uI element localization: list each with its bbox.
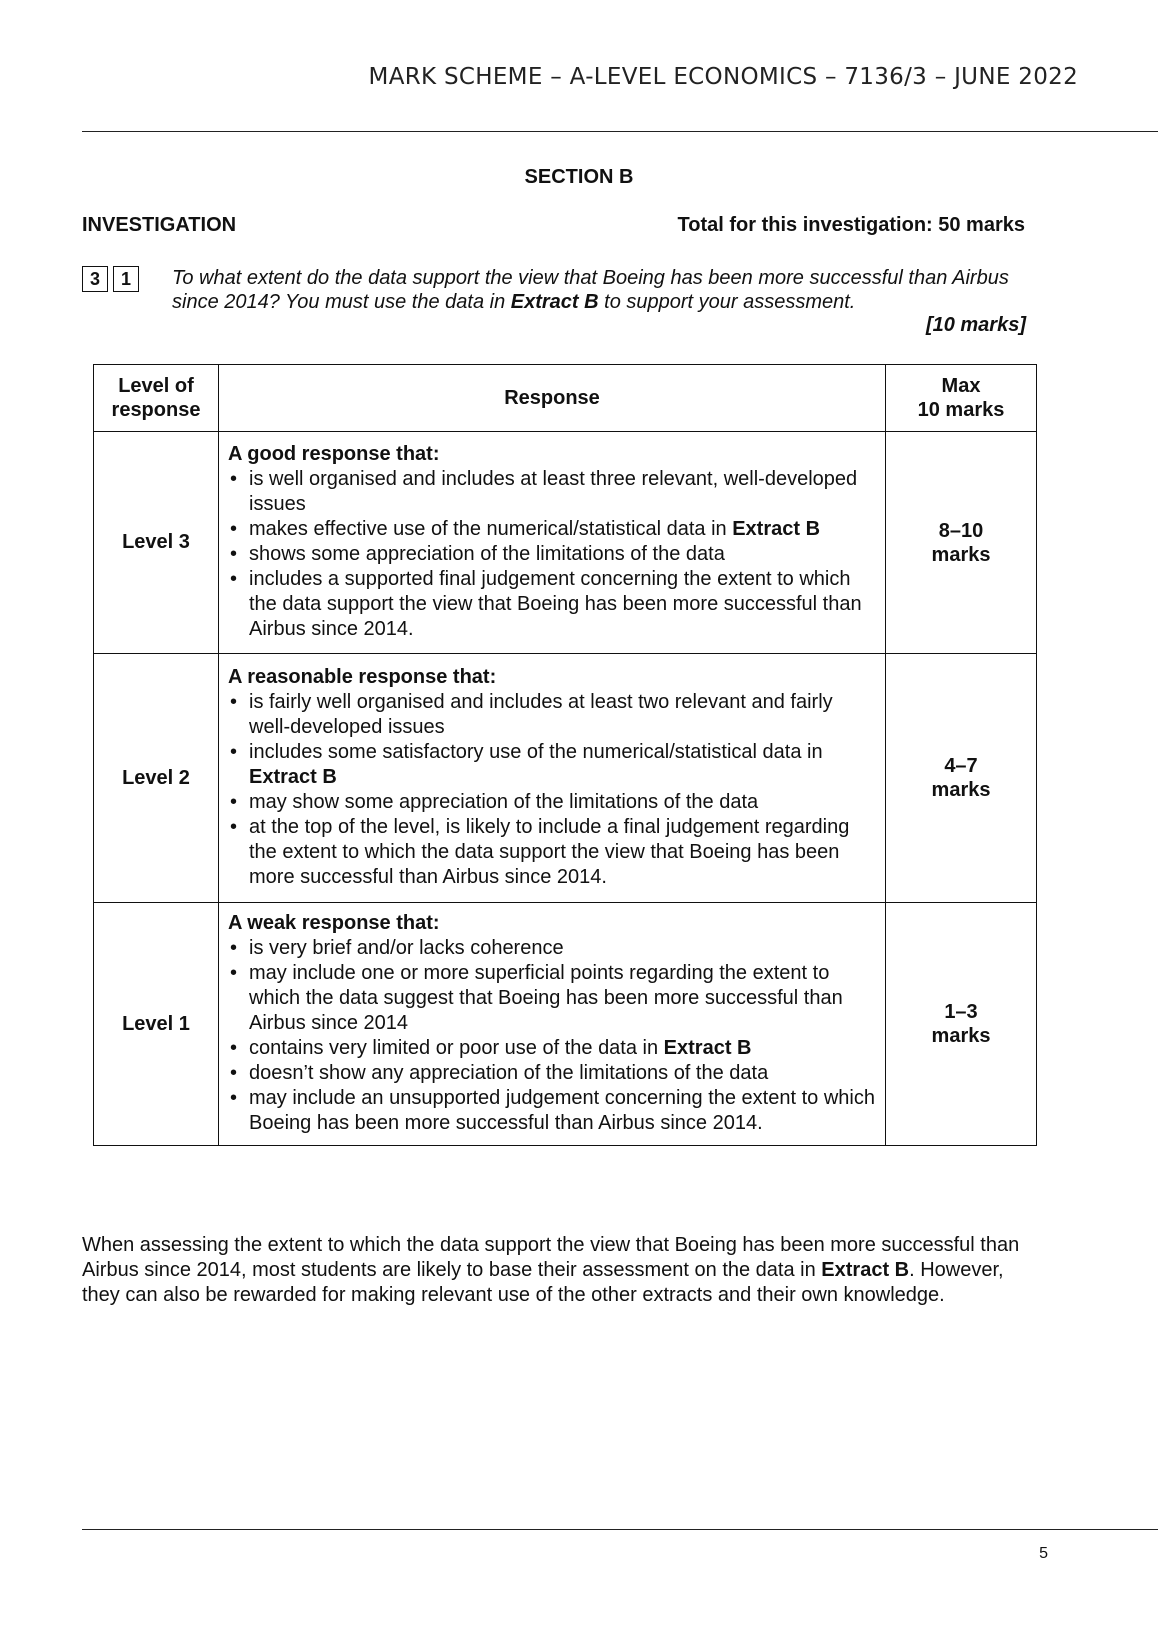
bullet-item: • is fairly well organised and includes at least two relevant and fairly well-developed issues <box>228 690 876 740</box>
bullet-item: • may include one or more superficial points regarding the extent to which the data suggest that Boeing has been more successful than Airbus since 2014 <box>228 961 876 1036</box>
response-cell <box>219 903 886 1146</box>
response-bullets <box>228 690 876 890</box>
bullet-item: • is well organised and includes at least three relevant, well-developed issues <box>228 467 876 517</box>
mark-scheme-table <box>93 364 1037 1146</box>
guidance-note-bold: Extract B <box>821 1259 910 1281</box>
bullet-item: • includes a supported final judgement concerning the extent to which the data support the view that Boeing has been more successful than Airbus since 2014. <box>228 567 876 642</box>
marks-range: 8–10 <box>938 519 984 542</box>
page-header-title: MARK SCHEME – A-LEVEL ECONOMICS – 7136/3 – JUNE 2022 <box>368 64 1078 90</box>
guidance-note-part2: . However, they can also be rewarded for making relevant use of the other extracts and their own knowledge. <box>82 1259 1004 1306</box>
level-cell: Level 2 <box>94 654 219 903</box>
marks-range: 1–3 <box>944 1001 978 1023</box>
marks-cell <box>886 654 1037 903</box>
response-cell <box>219 654 886 903</box>
bullet-text: makes effective use of the numerical/statistical data in <box>249 518 733 540</box>
header-level <box>94 365 219 432</box>
question-number <box>82 266 139 292</box>
response-bullets <box>228 467 876 642</box>
bullet-item <box>228 1036 876 1061</box>
table-row-level-1 <box>94 903 1037 1146</box>
table-row-level-3 <box>94 432 1037 654</box>
question-text <box>172 266 1032 314</box>
bullet-item: • shows some appreciation of the limitations of the data <box>228 542 876 567</box>
guidance-note <box>82 1233 1042 1308</box>
response-cell <box>219 432 886 654</box>
table-header-row <box>94 365 1037 432</box>
guidance-note-part1: When assessing the extent to which the data support the view that Boeing has been more successful than Airbus since 2014, most students are likely to base their assessment on the data in <box>82 1234 1020 1281</box>
bullet-text-bold: Extract B <box>732 518 821 540</box>
bullet-item <box>228 517 876 542</box>
footer-divider <box>82 1529 1158 1530</box>
question-text-part2: to support your assessment. <box>598 291 856 313</box>
section-title: SECTION B <box>524 166 634 188</box>
header-level-line1: Level of <box>118 375 194 397</box>
bullet-item: • may include an unsupported judgement concerning the extent to which Boeing has been more successful than Airbus since 2014. <box>228 1086 876 1136</box>
bullet-text: includes some satisfactory use of the numerical/statistical data in <box>249 741 823 763</box>
question-marks: [10 marks] <box>925 314 1026 336</box>
investigation-label: INVESTIGATION <box>82 214 237 236</box>
investigation-total: Total for this investigation: 50 marks <box>677 214 1025 236</box>
header-level-line2: response <box>111 399 201 421</box>
header-divider <box>82 131 1158 132</box>
bullet-item <box>228 740 876 790</box>
level-cell: Level 3 <box>94 432 219 654</box>
header-response: Response <box>219 365 886 432</box>
response-bullets <box>228 936 876 1136</box>
level-cell: Level 1 <box>94 903 219 1146</box>
table-row-level-2 <box>94 654 1037 903</box>
marks-cell <box>886 903 1037 1146</box>
bullet-item: • doesn’t show any appreciation of the limitations of the data <box>228 1061 876 1086</box>
marks-range: 4–7 <box>944 755 978 777</box>
header-max-line2: 10 marks <box>917 399 1005 421</box>
marks-label: marks <box>931 1025 991 1047</box>
response-heading: A weak response that: <box>228 912 440 934</box>
page-number: 5 <box>1039 1545 1048 1562</box>
bullet-text-bold: Extract B <box>663 1037 752 1059</box>
header-max <box>886 365 1037 432</box>
marks-label: marks <box>931 779 991 801</box>
question-text-bold: Extract B <box>510 291 599 313</box>
bullet-item: • at the top of the level, is likely to include a final judgement regarding the extent to which the data support the view that Boeing has been more successful than Airbus since 2014. <box>228 815 876 890</box>
response-heading: A reasonable response that: <box>228 666 497 688</box>
bullet-item: • is very brief and/or lacks coherence <box>228 936 876 961</box>
bullet-text: contains very limited or poor use of the data in <box>249 1037 664 1059</box>
bullet-text-bold: Extract B <box>249 766 337 788</box>
question-number-box-a: 3 <box>82 266 108 292</box>
question-text-part1: To what extent do the data support the view that Boeing has been more successful than Airbus since 2014? You must use the data in <box>172 267 1009 313</box>
marks-cell <box>886 432 1037 654</box>
bullet-item: • may show some appreciation of the limitations of the data <box>228 790 876 815</box>
response-heading: A good response that: <box>228 443 440 465</box>
header-max-line1: Max <box>941 375 981 397</box>
marks-label: marks <box>931 543 991 566</box>
question-number-box-b: 1 <box>113 266 139 292</box>
